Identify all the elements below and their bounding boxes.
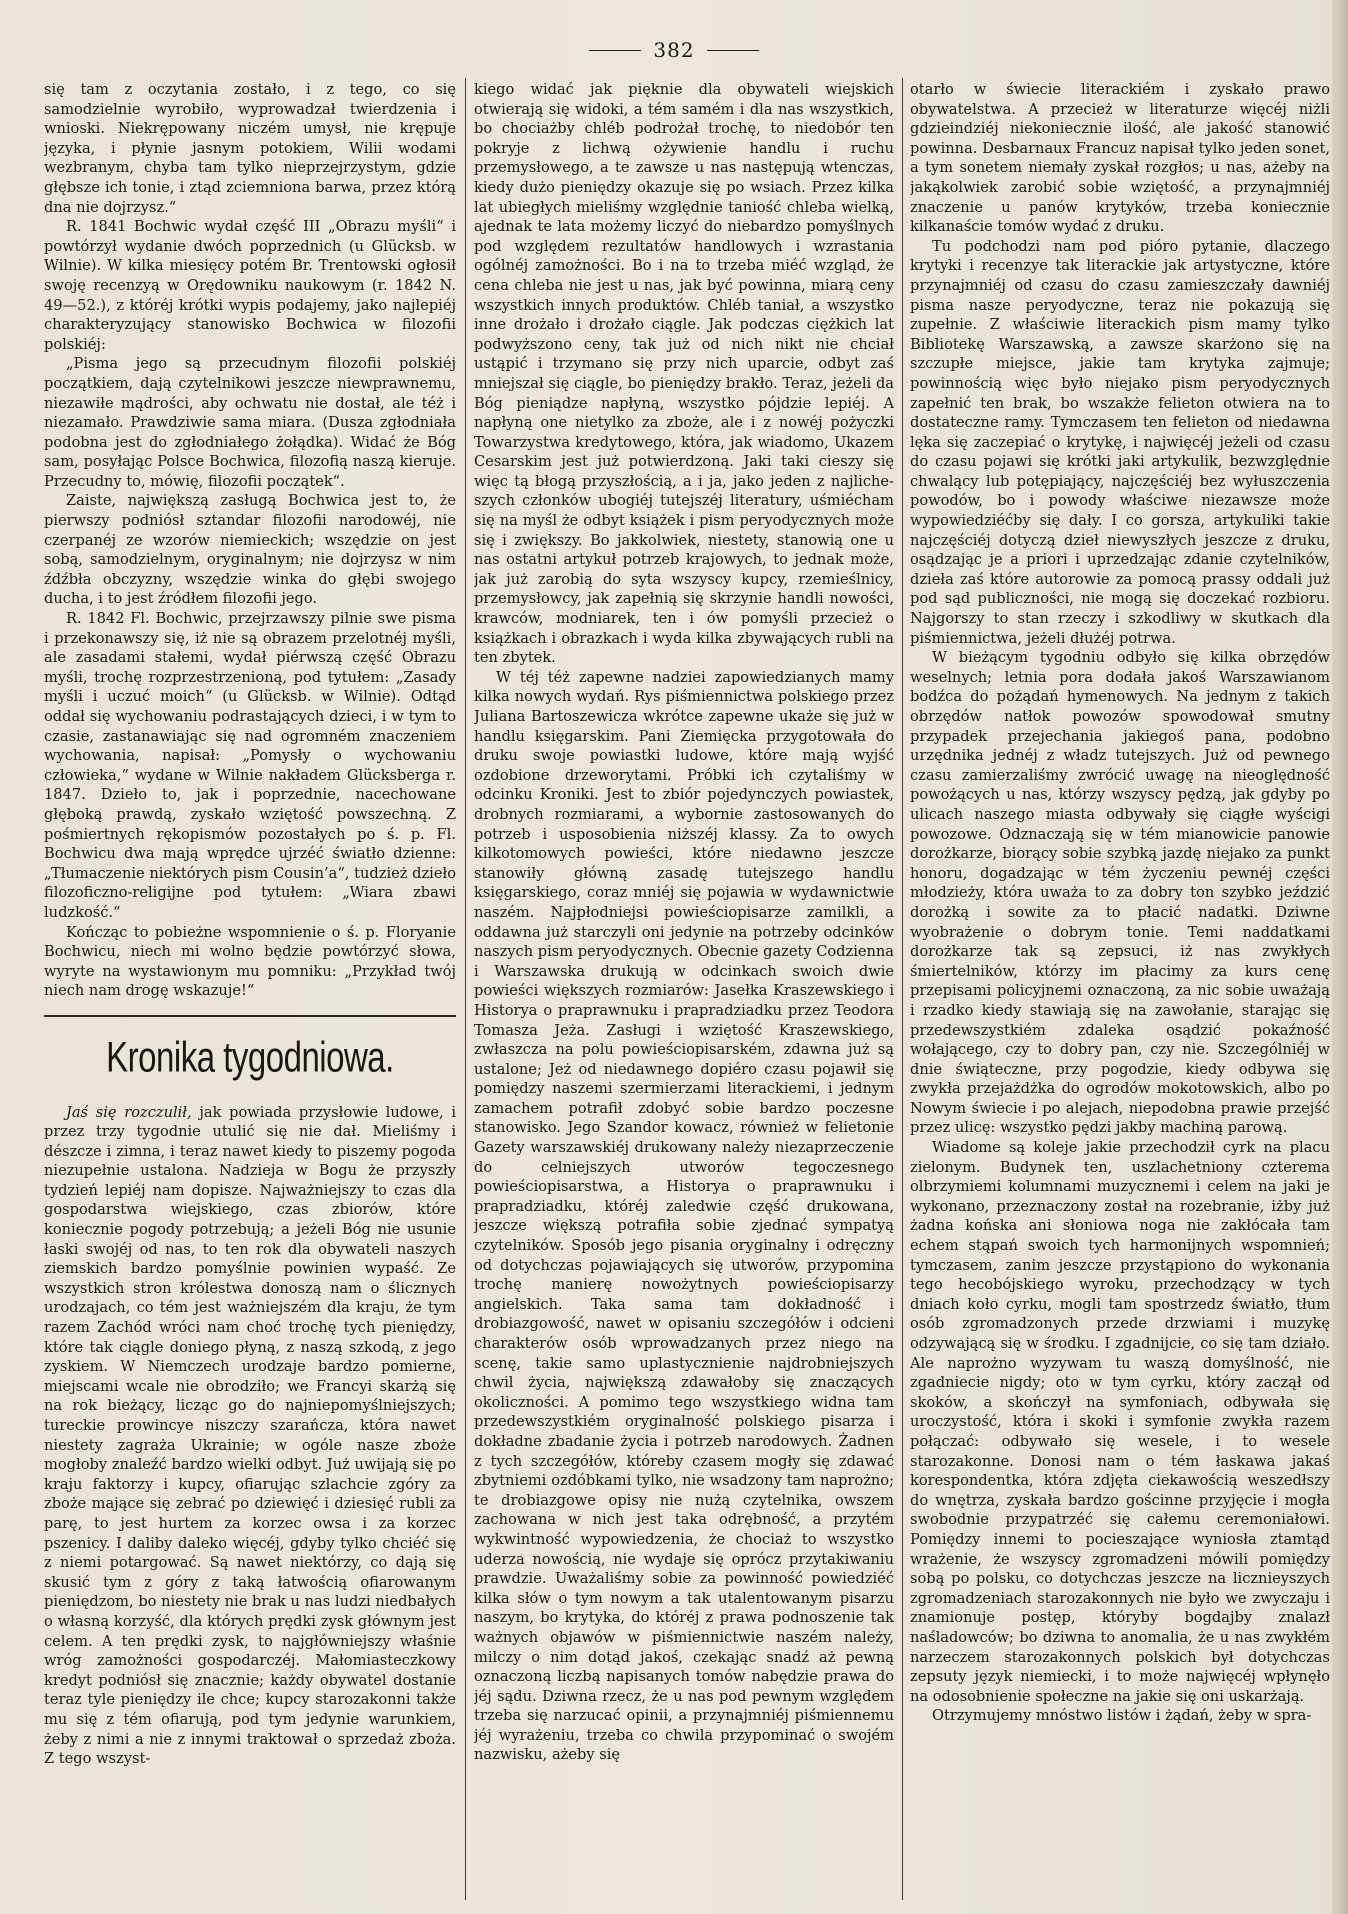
paragraph: Zaiste, największą zasługą Bochwica jest to, że pierwszy podniósł sztandar filozofii narodowéj, nie czerpanéj ze wzorów niemieckich; wszędzie on jest sobą, samodzielnym, oryginalnym; nie dojrzysz w nim źdźbła obczyzny, wszędzie winka do głębi swojego ducha, i to jest źródłem filozofii jego. [44,492,456,608]
paragraph: otarło w świecie literackiém i zyskało prawo obywatelstwa. A przecież w literaturze więcéj niżli gdzieindziéj niekoniecznie ilość, ale jakość stanowić powinna. Desbarnaux Francuz napisał tylko jeden sonet, a tym sonetem niemały zyskał rozgłos; u nas, ażeby na jakąkolwiek zarobić sobie wziętość, a przynajmniéj znaczenie u panów krytyków, trzeba koniecznie kilkanaście tomów wydać z druku. [910,81,1330,236]
column-divider-1 [465,78,466,1900]
page-edge-shadow [1332,0,1348,1914]
paragraph: się tam z oczytania zostało, i z tego, co się samodzielnie wyrobiło, wyprowadzał twierdzenia i wnioski. Niekrępowany niczém umysł, nie krępuje języka, i płynie jasnym potokiem, Wilii wodami wezbranym, chyba tam tylko nieprzejrzystym, gdzie głębsze ich tonie, i ztąd zciemniona barwa, przez którą dna nie dojrzysz.“ [44,81,456,216]
paragraph: W bieżącym tygodniu odbyło się kilka obrzędów weselnych; letnia pora dodała jakoś Warszawianom bodźca do pożądań hymenowych. Na jednym z takich obrzędów natłok powozów spowodował smutny przypadek przejechania jakiegoś pana, podobno urzędnika jednéj z władz tutejszych. Już od pewnego czasu zamierzaliśmy zwrócić uwagę na nieoględność powożących u nas, którzy wszyscy pędzą, jak gdyby po ulicach naszego miasta odbywały się ciągłe wyścigi powozowe. Odznaczają się w tém mianowicie panowie dorożkarze, biorący sobie szybką jazdę niejako za punkt honoru, dogadzając w tém życzeniu pewnéj części młodzieży, która uważa to za dobry ton szybko jeździć dorożką i sowite za to płacić nadatki. Dziwne wyobrażenie o dobrym tonie. Temi naddatkami dorożkarze tak są zepsuci, iż nas zwykłych śmiertelników, którzy im płacimy za kurs cenę przepisami policyjnemi oznaczoną, za nic sobie uważają i rzadko kiedy stawiają się na zawołanie, starając się przedewszystkiém zdaleka osądzić pokaźność wołającego, czy to dobry pan, czy nie. Szczególniéj w dnie świąteczne, przy pogodzie, kiedy odbywa się zwykła przejażdżka do ogrodów mokotowskich, albo po Nowym świecie i po alejach, niepodobna prawie przejść przez ulicę: wszystko pędzi jakby machiną parową. [910,649,1330,1137]
header-rule-left [589,50,641,51]
paragraph: Otrzymujemy mnóstwo listów i żądań, żeby w spra- [932,1707,1312,1725]
column-3 [910,80,1330,1900]
section-title: Kronika tygodniowa. [106,1032,394,1081]
kronika-text: jak powiada przysłowie ludowe, i przez trzy tygodnie utulić się nie dał. Mieliśmy i dészcze i zimna, i teraz nawet kiedy to piszemy pogoda niezupełnie ustalona. Nadzieja w Bogu że przyszły tydzień lepiéj nam dopisze. Najważniejszy to czas dla gospodarstwa wiejskiego, czas zbiorów, które koniecznie pogody potrzebują; a jeżeli Bóg nie usunie łaski swojéj od nas, to ten rok dla obywateli naszych ziemskich bardzo pomyślnie powinien wypaść. Ze wszystkich stron królestwa donoszą nam o ślicznych urodzajach, co tém jest ważniejszém dla kraju, że tym razem Zachód wróci nam choć trochę tych pieniędzy, które tak ciągle doniego płyną, z naszą szkodą, z jego zyskiem. W Niemczech urodzaje bardzo pomierne, miejscami wcale nie obrodziło; we Francyi skarżą się na rok bieżący, licząc go do najniepomyślniejszych; tureckie prowincye niszczy szarańcza, która nawet niestety zagraża Ukrainie; w ogóle nasze zboże mogłoby znaleźć bardzo wielki odbyt. Już uwijają się po kraju faktorzy i kupcy, ofiarując szlachcie zgóry za zboże mające się zebrać po dziewięć i dziesięć rubli za parę, to jest hurtem za korzec owsa i za korzec pszenicy. I daliby daleko więcéj, gdyby tylko chciéć się z niemi potargować. Są nawet niektórzy, co dają się skusić tym z góry z taką łatwością ofiarowanym pieniędzom, bo niestety nie brak u nas ludzi niedbałych o własną korzyść, dla których prędki zysk głównym jest celem. A ten prędki zysk, to najgłówniejszy właśnie wróg zamożności gospodarczéj. Małomiasteczkowy kredyt podniósł się znacznie; każdy obywatel dostanie teraz tyle pieniędzy ile chce; kupcy starozakonni także mu się z tém ofiarują, pod tym jedynie warunkiem, żeby z nimi a nie z innymi traktował o sprzedaż zboża. Z tego wszyst- [44,1103,456,1768]
paragraph: R. 1841 Bochwic wydał część III „Obrazu myśli“ i powtórzył wydanie dwóch poprzednich (u Glücksb. w Wilnie). W kilka miesięcy potém Br. Trentowski ogłosił swoję recenzyą w Orędowniku naukowym (r. 1842 N. 49—52.), z któréj krótki wypis podajemy, jako najlepiéj charakteryzujący stanowisko Bochwica w filozofii polskiéj: [44,218,456,353]
paragraph: Tu podchodzi nam pod pióro pytanie, dlaczego krytyki i recenzye tak literackie jak artystyczne, które przynajmniéj od czasu do czasu zamieszczały dawniéj pisma nasze peryodyczne, teraz nie pokazują się zupełnie. Z właściwie literackich pism mamy tylko Bibliotekę Warszawską, a zawsze skarżono się na szczupłe miejsce, jakie tam krytyka zajmuje; powinnością więc było niejako pism peryodycznych zapełnić ten brak, bo wszakże felieton otwiera na to dostateczne ramy. Tymczasem ten felieton od niedawna lęka się zaczepiać o krytykę, i najwięcéj jeżeli od czasu do czasu pojawi się krótki jaki artykulik, bezwzględnie chwalący lub potępiający, najczęściéj bez wyłuszczenia powodów, bo i powody właściwe niezawsze może wypowiedziéćby się dały. I co gorsza, artykuliki takie najczęściéj dotyczą dzieł niewyszłych jeszcze z druku, osądzając je a priori i uprzedzając zdanie czytelników, dzieła zaś które autorowie za pomocą prassy oddali już pod sąd publiczności, nie mogą się doczekać rozbioru. Najgorszy to stan rzeczy i szkodliwy w skutkach dla piśmiennictwa, jeżeli dłużéj potrwa. [910,237,1330,647]
paragraph: W téj téż zapewne nadziei zapowiedzianych mamy kilka nowych wydań. Rys piśmiennictwa polskiego przez Juliana Bartoszewicza wkrótce zapewne ukaże się już w handlu księgarskim. Pani Ziemięcka przygotowała do druku swoje powiastki ludowe, które mają wyjść ozdobione drzeworytami. Próbki ich czytaliśmy w odcinku Kroniki. Jest to zbiór pojedynczych powiastek, drobnych rozmiarami, a wybornie zastosowanych do potrzeb i usposobienia niższéj klassy. Za to owych kilkotomowych powieści, które niedawno jeszcze stanowiły główną zasadę tutejszego handlu księgarskiego, coraz mniéj się pojawia w wydawnictwie naszém. Najpłodniejsi powieściopisarze zamilkli, a oddawna już starczyli oni jedynie na potrzeby odcinków naszych pism peryodycznych. Obecnie gazety Codzienna i Warszawska drukują w odcinkach swoich dwie powieści większych rozmiarów: Jasełka Kraszewskiego i Historya o praprawnuku i prapradziadku przez Teodora Tomasza Jeża. Zasługi i wziętość Kraszewskiego, zwłaszcza na polu powieściopisarském, zdawna już są ustalone; Jeż od niedawnego dopiéro czasu pojawił się pomiędzy naszemi szermierzami literackiemi, i jednym zamachem potrafił zdobyć sobie bardzo poczesne stanowisko. Jego Szandor kowacz, również w felietonie Gazety warszawskiéj drukowany należy niezaprzeczenie do celniejszych utworów tegoczesnego powieściopisarstwa, a Historya o praprawnuku i prapradziadku, któréj zaledwie część drukowana, jeszcze większą potrafiła sobie zjednać sympatyą czytelników. Sposób jego pisania oryginalny i odręczny od dotychczas pojawiających się utworów, przypomina trochę manierę nowożytnych powieściopisarzy angielskich. Taka sama tam dokładność i drobiazgowość, nawet w opisaniu szczegółów i odcieni charakterów osób wprowadzanych przez niego na scenę, takie samo uplastycznienie najdrobniejszych chwil życia, największą zdawałoby się znaczących okoliczności. A pomimo tego wszystkiego widna tam przedewszystkiém oryginalność polskiego pisarza i dokładne zbadanie życia i potrzeb narodowych. Żadnen z tych szczegółów, któreby czasem mogły się zdawać zbytniemi ozdóbkami tylko, nie wsadzony tam naprożno; te drobiazgowe opisy nie nużą czytelnika, owszem zachowana w nich jest taka odrębność, a przytém wykwintność wypowiedzenia, że chociaż to wszystko uderza nowością, nie wydaje się oprócz przytakiwaniu prawdzie. Uważaliśmy sobie za powinność powiedziéć kilka słów o tym nowym a tak utalentowanym pisarzu naszym, bo krytyka, do któréj z prawa podnoszenie tak ważnych objawów w piśmiennictwie naszém należy, milczy o nim dotąd jakoś, czekając snadź aż pewną oznaczoną liczbą napisanych tomów nabędzie prawa do jéj sądu. Dziwna rzecz, że u nas pod pewnym względem trzeba się narzucać opinii, a przynajmniéj piśmiennemu jéj wyrażeniu, trzeba co chwila przypominać o swojém nazwisku, ażeby się [474,668,894,1764]
section-separator [44,1015,456,1017]
page-header [0,38,1348,62]
page-number: 382 [653,38,695,62]
header-rule-right [707,50,759,51]
quotation: „Pisma jego są przecudnym filozofii polskiéj początkiem, dają czytelnikowi jeszcze niewprawnemu, niezawiłe mądrości, aby ochwatu nie dostał, ale téż i niezamało. Prawdziwie sama miara. (Dusza zgłodniała podobna jest do zgłodniałego żołądka). Widać że Bóg sam, posyłając Polsce Bochwica, filozofią naszą kieruje. Przecudny to, mówię, filozofii początek“. [44,355,456,490]
paragraph: kiego widać jak pięknie dla obywateli wiejskich otwierają się widoki, a tém samém i dla nas wszystkich, bo chociażby chléb podrożał trochę, to niedobór ten pokryje z lichwą ożywienie handlu i ruchu przemysłowego, a te zawsze u nas następują wtenczas, kiedy dużo pieniędzy okazuje się po wsiach. Przez kilka lat ubiegłych mieliśmy względnie taniość chleba wielką, ajednak te lata możemy liczyć do niebardzo pomyślnych pod względem rezultatów handlowych i wzrastania ogólnéj zamożności. Bo i na to trzeba miéć wzgląd, że cena chleba nie jest u nas, jak być powinna, miarą ceny wszystkich innych produktów. Chléb taniał, a wszystko inne drożało i drożało ciągle. Jak podczas ciężkich lat podwyższono ceny, tak już od nich nikt nie chciał ustąpić i trzymano się przy nich uparcie, odbyt zaś mniejszał się ciągle, bo pieniędzy brakło. Teraz, jeżeli da Bóg pieniądze napłyną, wszystko pójdzie lepiéj. A napłyną one nietylko za zboże, ale i z nowéj pożyczki Towarzystwa kredytowego, która, jak wiadomo, Ukazem Cesarskim jest już potwierdzoną. Jaki taki cieszy się więc tą błogą przyszłością, a i ja, jako jeden z najlicheszych członków ubogiéj tutejszéj literatury, uśmiécham się na myśl że odbyt książek i pism peryodycznych może się i zwiększy. Bo jakkolwiek, niestety, stanowią one u nas ostatni artykuł potrzeb krajowych, to jednak może, jak już zarobią do syta wszyscy kupcy, rzemieślnicy, przemysłowcy, jak zapełnią się skrzynie handli nowości, krawców, modniarek, ten i ów pomyśli przecież o książkach i obrazkach i wyda kilka zbywających rubli na ten zbytek. [474,81,894,667]
paragraph: R. 1842 Fl. Bochwic, przejrzawszy pilnie swe pisma i przekonawszy się, iż nie są obrazem przelotnéj myśli, ale zasadami stałemi, wydał piérwszą część Obrazu myśli, trochę rozprzestrzenioną, pod tytułem: „Zasady myśli i uczuć moich“ (u Glücksb. w Wilnie). Odtąd oddał się wychowaniu podrastających dzieci, i w tym to czasie, zastanawiając się nad ogromném znaczeniem wychowania, napisał: „Pomysły o wychowaniu człowieka,“ wydane w Wilnie nakładem Glücksberga r. 1847. Dzieło to, jak i poprzednie, nacechowane głęboką prawdą, zyskało wziętość powszechną. Z pośmiertnych rękopismów pozostałych po ś. p. Fl. Bochwicu dwa mają wprędce ujrzéć światło dzienne: „Tłumaczenie niektórych pism Cousin’a“, tudzież dzieło filozoficzno-religijne pod tytułem: „Wiara zbawi ludzkość.“ [44,610,456,921]
column-divider-2 [902,78,903,1900]
paragraph: Wiadome są koleje jakie przechodził cyrk na placu zielonym. Budynek ten, uszlachetniony czterema olbrzymiemi kolumnami muzycznemi i celem na jaki je wykonano, przeznaczony został na rozebranie, iżby już żadna końska ani słoniowa noga nie zakłócała tam echem stąpań swoich tych harmonijnych wspomnień; tymczasem, zanim jeszcze przystąpiono do wykonania tego hecobójskiego wyroku, przechodzący w tych dniach koło cyrku, mogli tam spostrzedz światło, tłum osób zgromadzonych przede drzwiami i muzykę odzywającą się w środku. I zgadnijcie, co się tam działo. Ale naprożno wyzywam tu waszą domyślność, nie zgadniecie nigdy; oto w tym cyrku, który zaczął od skoków, a skończył na symfoniach, odbywała się uroczystość, która i skoki i symfonie zwykła razem połączać: odbywało się wesele, i to wesele starozakonne. Donosi nam o tém łaskawa jakaś korespondentka, która zdjęta ciekawością weszedłszy do wnętrza, zyskała bardzo gościnne przyjęcie i mogła swobodnie przypatrzéć się całemu ceremoniałowi. Pomiędzy innemi to pocieszające wyniosła ztamtąd wrażenie, że wszyscy zgromadzeni mówili pomiędzy sobą po polsku, co dotychczas jeszcze na licznieyszych zgromadzeniach starozakonnych nie było we zwyczaju i znamionuje postęp, któryby bogdajby znalazł naśladowców; bo dziwna to anomalia, że u nas zwykłém narzeczem starozakonnych polskich był dotychczas zepsuty język niemiecki, i to może najwięcéj wpłynęło na odosobnienie społeczne na jakie się oni uskarżają. [910,1139,1330,1705]
paragraph: Kończąc to pobieżne wspomnienie o ś. p. Floryanie Bochwicu, niech mi wolno będzie powtórzyć słowa, wyryte na wystawionym mu pomniku: „Przykład twój niech nam drogę wskazuje!“ [44,923,456,1000]
column-2 [474,80,894,1900]
kronika-lead: Jaś się rozczulił, [66,1103,192,1121]
kronika-paragraph [44,1103,456,1769]
column-1 [44,80,456,1900]
